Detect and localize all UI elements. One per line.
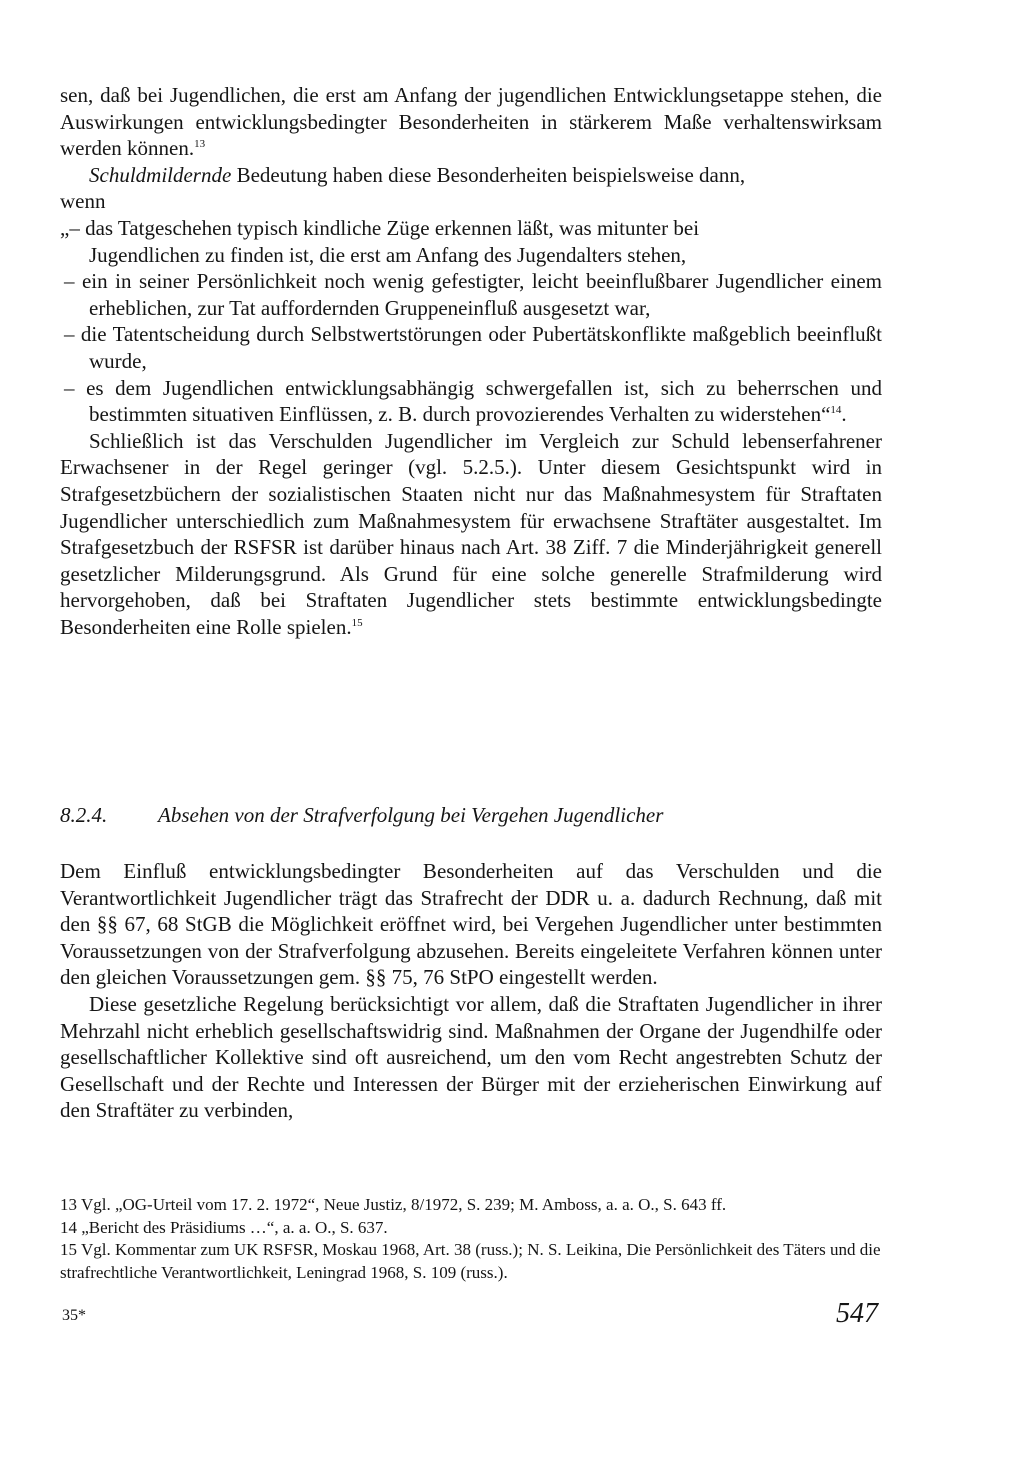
footnotes — [60, 1194, 882, 1284]
footnote-14: 14 „Bericht des Präsidiums …“, a. a. O., S. 637. — [60, 1217, 388, 1237]
footnote-ref-13: 13 — [194, 138, 206, 151]
page-number: 547 — [836, 1298, 878, 1329]
quote-item-2: – ein in seiner Persönlichkeit noch wenig gefestigter, leicht beeinflußbarer Jugendlicher einem erheblichen, zur Tat auffordernden Gruppeneinfluß ausgesetzt war, — [64, 269, 882, 320]
intro-paragraph: sen, daß bei Jugendlichen, die erst am Anfang der jugendlichen Entwicklungsetappe stehen, die Auswirkungen entwicklungsbedingter Besonderheiten in stärkerem Maße verhaltenswirksam werden können.$^{13}$ — [60, 83, 882, 161]
section-paragraph-2: Diese gesetzliche Regelung berücksichtigt vor allem, daß die Straftaten Jugendlicher in ihrer Mehrzahl nicht erheblich gesellschaftswidrig sind. Maßnahmen der Organe der Jugendhilfe oder gesellschaftlicher Kollektive sind oft ausreichend, um den vom Recht angestrebten Schutz der Gesellschaft und der Rechte und Interessen der Bürger mit der erzieherischen Einwirkung auf den Straftäter zu verbinden, — [60, 991, 882, 1123]
footnote-ref-14: 14 — [830, 404, 842, 417]
quote-item-3: – die Tatentscheidung durch Selbstwertstörungen oder Pubertätskonflikte maßgeblich beeinflußt wurde, — [64, 322, 882, 373]
footnote-15: 15 Vgl. Kommentar zum UK RSFSR, Moskau 1968, Art. 38 (russ.); N. S. Leikina, Die Persönlichkeit des Täters und die strafrechtliche Verantwortlichkeit, Leningrad 1968, S. 109 (russ.). — [60, 1240, 881, 1282]
mitigating-intro: Schuldmildernde Bedeutung haben diese Besonderheiten beispielsweise dann, — [89, 162, 746, 187]
section-text-block — [60, 858, 882, 1124]
quote-item-1-continued: Jugendlichen zu finden ist, die erst am Anfang des Jugendalters stehen, — [89, 242, 687, 267]
mitigating-intro-wenn: wenn — [60, 189, 106, 214]
quoted-list — [60, 215, 882, 428]
quote-item-4: – es dem Jugendlichen entwicklungsabhängig schwergefallen ist, sich zu beherrschen und bestimmten situativen Einflüssen, z. B. durch provozierendes Verhalten zu widerstehen“$^{14}$. — [64, 375, 882, 427]
section-heading — [60, 802, 882, 828]
section-title: Absehen von der Strafverfolgung bei Vergehen Jugendlicher — [158, 803, 664, 827]
section-paragraph-1: Dem Einfluß entwicklungsbedingter Besonderheiten auf das Verschulden und die Verantwortlichkeit Jugendlicher trägt das Strafrecht der DDR u. a. dadurch Rechnung, daß mit den §§ 67, 68 StGB die Möglichkeit eröffnet wird, bei Vergehen Jugendlicher unter bestimmten Voraussetzungen von der Strafverfolgung abzusehen. Bereits eingeleitete Verfahren können unter den gleichen Voraussetzungen gem. §§ 75, 76 StPO eingestellt werden. — [60, 859, 882, 990]
conclusion-paragraph: Schließlich ist das Verschulden Jugendlicher im Vergleich zur Schuld lebenserfahrener Erwachsener in der Regel geringer (vgl. 5.2.5.). Unter diesem Gesichtspunkt wird in Strafgesetzbüchern der sozialistischen Staaten nicht nur das Maßnahmesystem für Straftaten Jugendlicher unterschiedlich zum Maßnahmesystem für erwachsene Straftäter ausgestaltet. Im Strafgesetzbuch der RSFSR ist darüber hinaus nach Art. 38 Ziff. 7 die Minderjährigkeit generell gesetzlicher Milderungsgrund. Als Grund für eine solche generelle Strafmilderung wird hervorgehoben, daß bei Straftaten Jugendlicher stets bestimmte entwicklungsbedingte Besonderheiten eine Rolle spielen.$^{15}$ — [60, 428, 882, 639]
upper-text-block — [60, 82, 882, 640]
quote-item-1: „– das Tatgeschehen typisch kindliche Züge erkennen läßt, was mitunter bei — [60, 215, 700, 240]
signature-mark: 35* — [62, 1307, 86, 1324]
footnote-13: 13 Vgl. „OG-Urteil vom 17. 2. 1972“, Neue Justiz, 8/1972, S. 239; M. Amboss, a. a. O., S. 643 ff. — [60, 1195, 727, 1214]
section-number: 8.2.4. — [60, 803, 108, 827]
footnote-ref-15: 15 — [351, 616, 363, 629]
